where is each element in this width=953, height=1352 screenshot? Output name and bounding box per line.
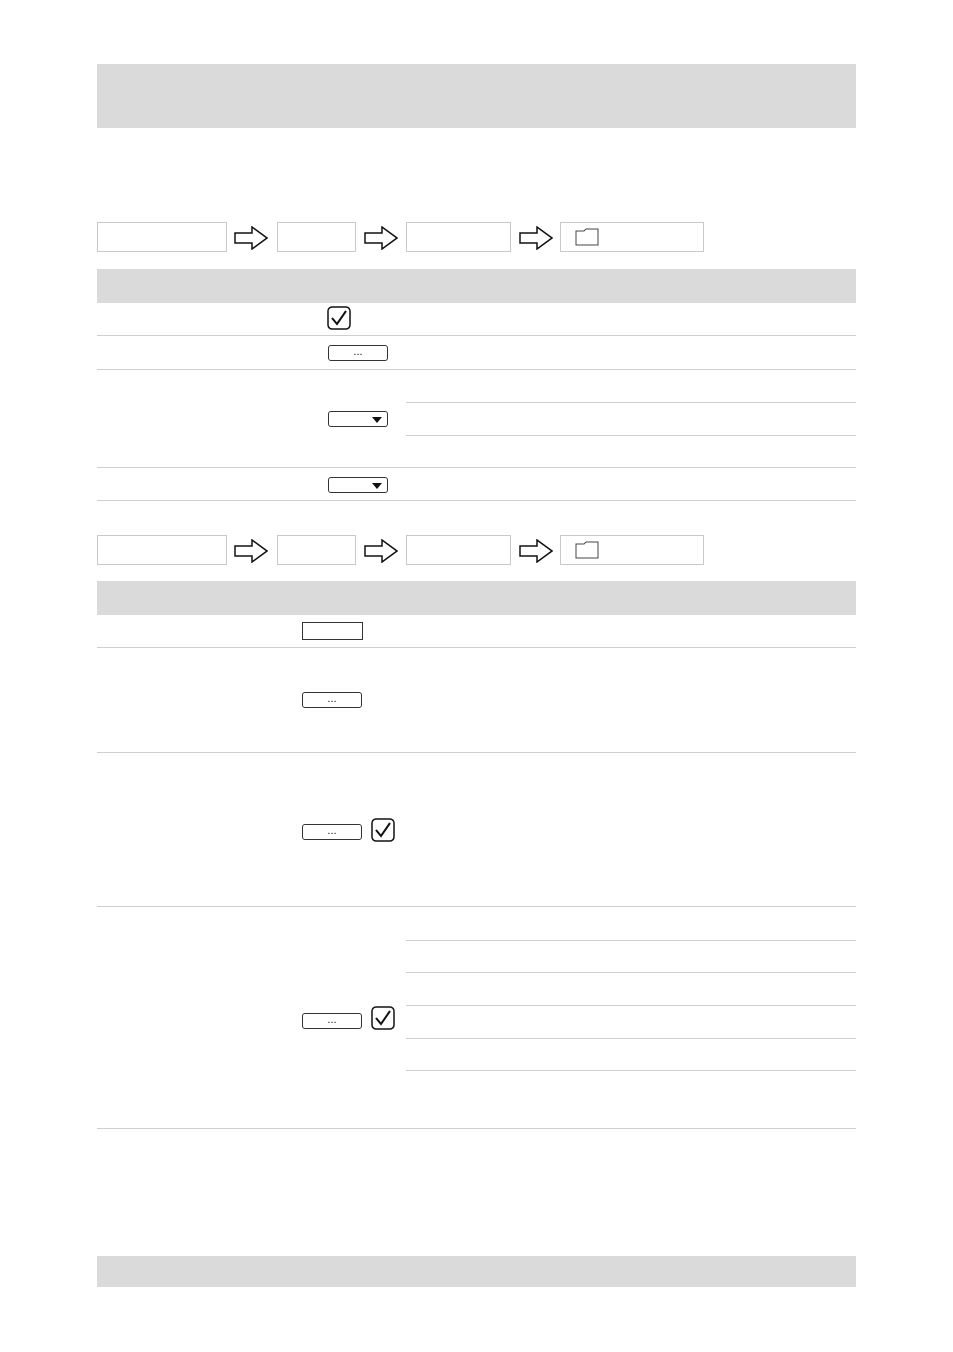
arrow-right-icon [519,539,553,563]
chevron-down-icon [372,417,382,423]
dropdown-select[interactable] [328,477,388,493]
breadcrumb-step-3[interactable] [406,535,511,565]
arrow-right-icon [364,226,398,250]
table-header-2 [97,581,856,615]
text-field[interactable] [302,622,363,640]
dropdown-select[interactable] [328,411,388,427]
arrow-right-icon [364,539,398,563]
folder-icon [575,228,599,246]
page-header [97,64,856,128]
table-header-1 [97,269,856,303]
sub-row-divider [406,435,856,436]
row-divider [97,647,856,648]
folder-icon [575,541,599,559]
breadcrumb-step-1[interactable] [97,222,227,252]
row-divider [97,500,856,501]
sub-row-divider [406,1038,856,1039]
sub-row-divider [406,402,856,403]
browse-button[interactable]: ... [302,1013,362,1029]
breadcrumb-step-2[interactable] [277,535,356,565]
sub-row-divider [406,940,856,941]
row-divider [97,906,856,907]
checkbox-checked-icon[interactable] [327,306,351,330]
browse-button[interactable]: ... [328,345,388,361]
arrow-right-icon [234,226,268,250]
row-divider [97,752,856,753]
breadcrumb-step-1[interactable] [97,535,227,565]
browse-button[interactable]: ... [302,824,362,840]
row-divider [97,467,856,468]
arrow-right-icon [519,226,553,250]
arrow-right-icon [234,539,268,563]
chevron-down-icon [372,483,382,489]
breadcrumb-step-2[interactable] [277,222,356,252]
sub-row-divider [406,972,856,973]
sub-row-divider [406,1005,856,1006]
page-footer [97,1256,856,1287]
browse-button[interactable]: ... [302,692,362,708]
checkbox-checked-icon[interactable] [371,818,395,842]
row-divider [97,369,856,370]
row-divider [97,335,856,336]
breadcrumb-step-3[interactable] [406,222,511,252]
checkbox-checked-icon[interactable] [371,1006,395,1030]
row-divider [97,1128,856,1129]
sub-row-divider [406,1070,856,1071]
